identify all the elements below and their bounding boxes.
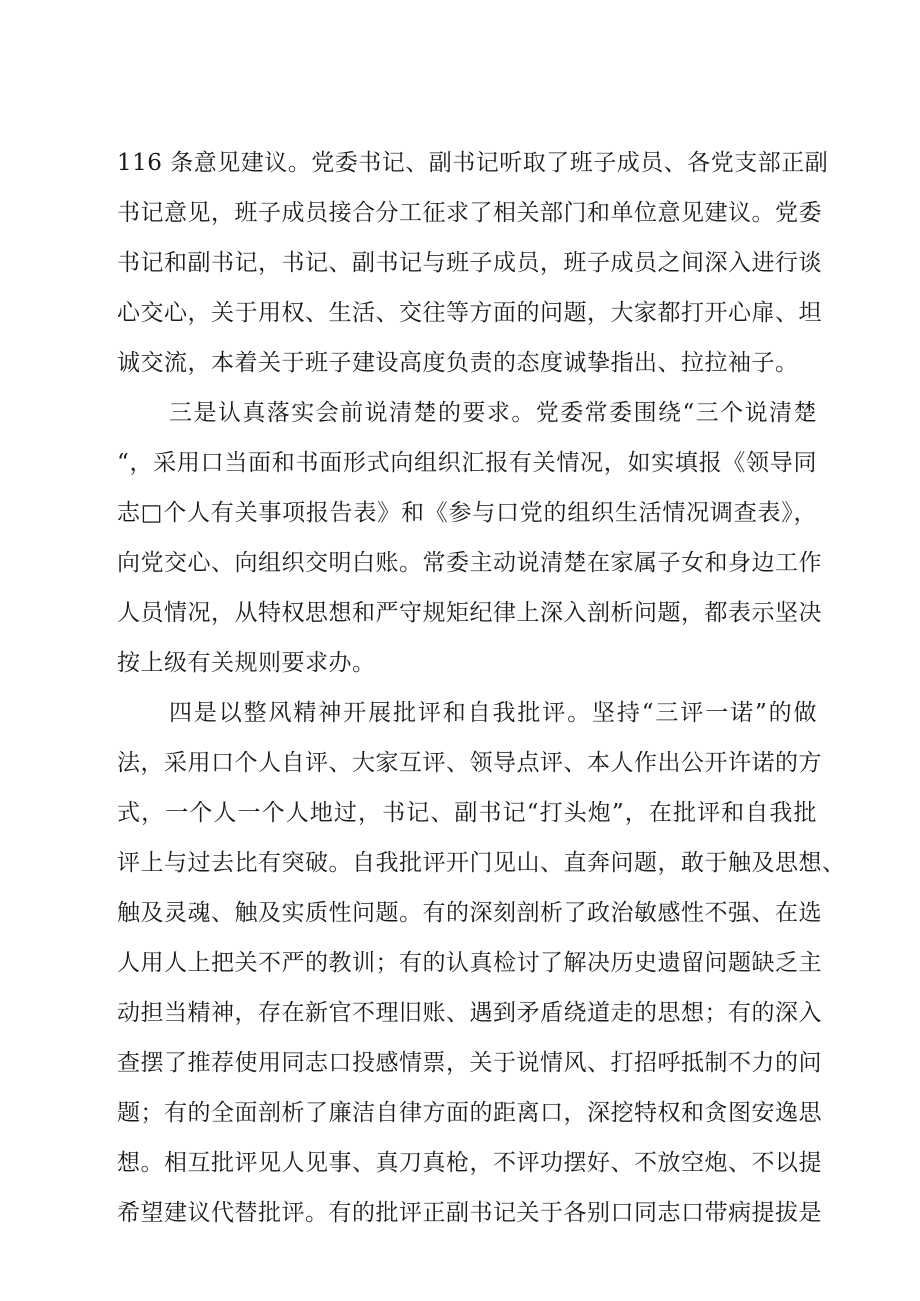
text-line: 触及灵魂、触及实质性问题。有的深刻剖析了政治敏感性不强、在选 [117, 900, 822, 926]
text-line: 116 条意见建议。党委书记、副书记听取了班子成员、各党支部正副 [117, 150, 829, 176]
text-line: 三是认真落实会前说清楚的要求。党委常委围绕“三个说清楚 [169, 400, 817, 426]
text-line: 向党交心、向组织交明白账。常委主动说清楚在家属子女和身边工作 [117, 550, 822, 576]
text-line: 书记和副书记，书记、副书记与班子成员，班子成员之间深入进行谈 [117, 250, 822, 276]
text-line: 书记意见，班子成员接合分工征求了相关部门和单位意见建议。党委 [117, 200, 822, 226]
text-line: 查摆了推荐使用同志口投感情票，关于说情风、打招呼抵制不力的问 [117, 1050, 822, 1076]
text-line: 题；有的全面剖析了廉洁自律方面的距离口，深挖特权和贪图安逸思 [117, 1100, 822, 1126]
paragraph-3 [117, 688, 846, 1238]
text-line: 动担当精神，存在新官不理旧账、遇到矛盾绕道走的思想；有的深入 [117, 1000, 822, 1026]
text-line: 希望建议代替批评。有的批评正副书记关于各别口同志口带病提拔是 [117, 1200, 822, 1226]
paragraph-2 [117, 388, 822, 688]
text-line: 人员情况，从特权思想和严守规矩纪律上深入剖析问题，都表示坚决 [117, 600, 822, 626]
text-line: 心交心，关于用权、生活、交往等方面的问题，大家都打开心扉、坦 [117, 300, 822, 326]
text-line: 想。相互批评见人见事、真刀真枪，不评功摆好、不放空炮、不以提 [117, 1150, 822, 1176]
text-line: 诚交流，本着关于班子建设高度负责的态度诚挚指出、拉拉袖子。 [117, 350, 799, 376]
text-line: 人用人上把关不严的教训；有的认真检讨了解决历史遗留问题缺乏主 [117, 950, 822, 976]
body-text [117, 138, 846, 1238]
text-line: 评上与过去比有突破。自我批评开门见山、直奔问题，敢于触及思想、 [117, 850, 846, 876]
text-line: “，采用口当面和书面形式向组织汇报有关情况，如实填报《领导同 [117, 450, 817, 476]
text-line: 法，采用口个人自评、大家互评、领导点评、本人作出公开许诺的方 [117, 750, 822, 776]
text-line: 按上级有关规则要求办。 [117, 650, 376, 676]
text-line: 四是以整风精神开展批评和自我批评。坚持“三评一诺”的做 [169, 700, 817, 726]
text-line: 志□个人有关事项报告表》和《参与口党的组织生活情况调查表》， [117, 500, 817, 526]
paragraph-1 [117, 138, 829, 388]
text-line: 式，一个人一个人地过，书记、副书记“打头炮”，在批评和自我批 [117, 800, 817, 826]
